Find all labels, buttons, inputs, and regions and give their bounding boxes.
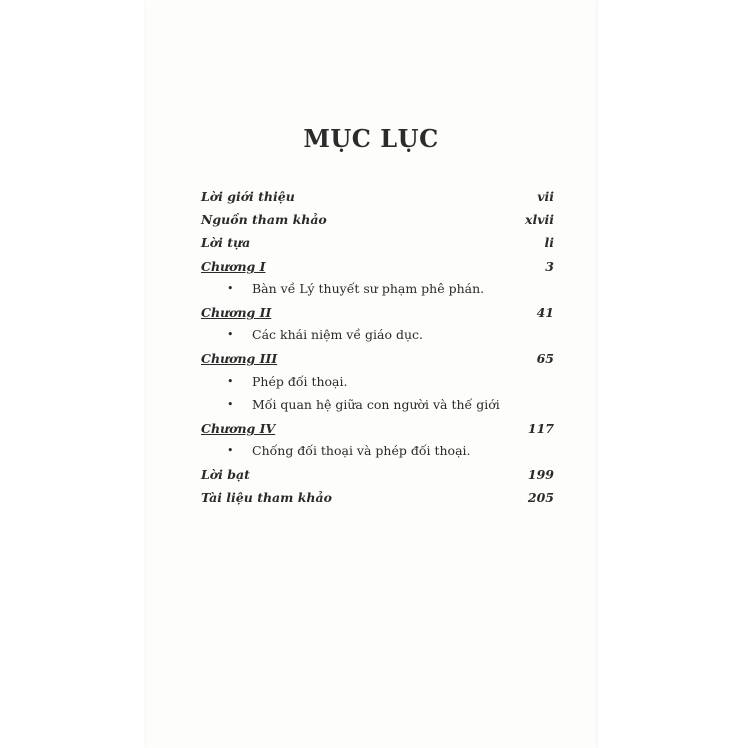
bullet-icon: •	[227, 375, 234, 388]
toc-entry-introduction	[201, 186, 554, 208]
table-of-contents	[146, 0, 596, 748]
toc-entry-chapter-4	[201, 418, 554, 440]
toc-subitem	[227, 278, 547, 300]
book-page	[146, 0, 596, 748]
page-title: MỤC LỤC	[303, 124, 439, 153]
toc-subitem	[227, 371, 547, 393]
toc-subitem-text: Bàn về Lý thuyết sư phạm phê phán.	[252, 281, 485, 296]
toc-entry-page: 41	[536, 305, 554, 320]
toc-entry-chapter-2	[201, 302, 554, 324]
toc-entry-page: 205	[527, 490, 554, 505]
toc-subitem	[227, 324, 547, 346]
toc-entry-page: 65	[536, 351, 554, 366]
toc-subitem-text: Phép đối thoại.	[252, 374, 348, 389]
toc-entry-chapter-3	[201, 348, 554, 370]
toc-entry-label: Chương II	[201, 305, 272, 320]
toc-entry-afterword	[201, 464, 554, 486]
toc-entry-page: 3	[545, 259, 554, 274]
toc-entry-preface	[201, 232, 554, 254]
toc-entry-label: Lời bạt	[201, 467, 250, 482]
toc-entry-page: li	[544, 235, 554, 250]
bullet-icon: •	[227, 444, 234, 457]
toc-entry-label: Lời tựa	[201, 235, 251, 250]
toc-entry-page: xlvii	[525, 212, 554, 227]
toc-subitem-text: Chống đối thoại và phép đối thoại.	[252, 443, 471, 458]
bullet-icon: •	[227, 398, 234, 411]
toc-entry-label: Lời giới thiệu	[201, 189, 295, 204]
toc-entry-label: Nguồn tham khảo	[201, 212, 327, 227]
toc-subitem	[227, 440, 547, 462]
toc-subitem	[227, 394, 547, 416]
toc-entry-label: Chương IV	[201, 421, 276, 436]
toc-entry-chapter-1	[201, 256, 554, 278]
toc-entry-label: Tài liệu tham khảo	[201, 490, 332, 505]
toc-entry-page: 199	[527, 467, 554, 482]
bullet-icon: •	[227, 328, 234, 341]
toc-entry-label: Chương I	[201, 259, 266, 274]
bullet-icon: •	[227, 282, 234, 295]
toc-entry-page: 117	[527, 421, 554, 436]
toc-subitem-text: Các khái niệm về giáo dục.	[252, 327, 424, 342]
toc-entry-page: vii	[537, 189, 554, 204]
toc-subitem-text: Mối quan hệ giữa con người và thế giới	[252, 397, 500, 412]
toc-entry-references	[201, 487, 554, 509]
toc-entry-sources	[201, 209, 554, 231]
toc-entry-label: Chương III	[201, 351, 278, 366]
